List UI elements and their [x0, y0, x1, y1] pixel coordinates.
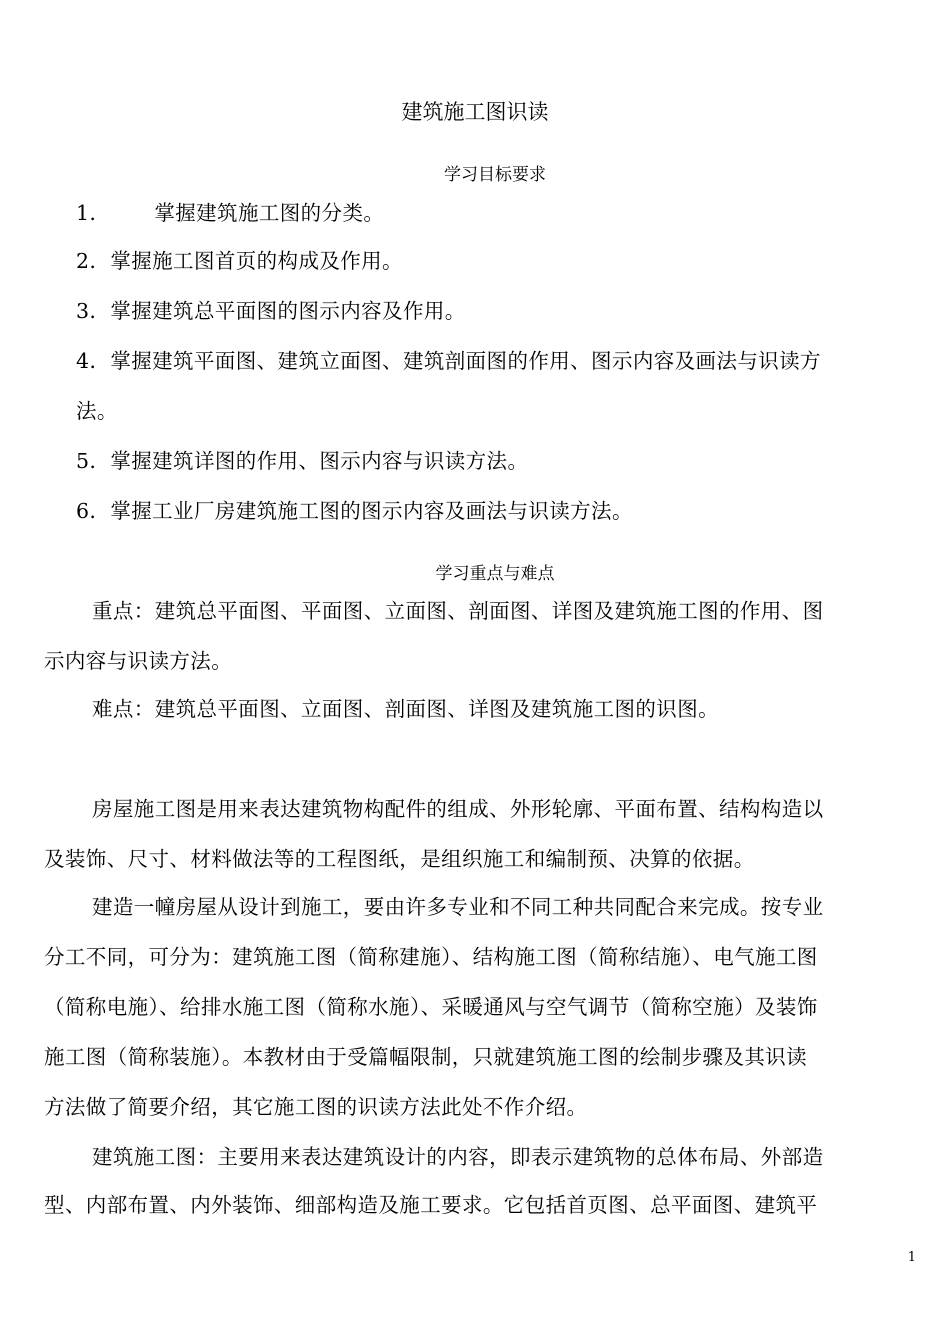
section-heading-objectives: 学习目标要求: [444, 165, 546, 185]
item-number: 4．: [76, 349, 111, 373]
body-paragraph-line: 施工图（简称装施）。本教材由于受篇幅限制，只就建筑施工图的绘制步骤及其识读: [44, 1045, 808, 1069]
item-text: 掌握建筑平面图、建筑立面图、建筑剖面图的作用、图示内容及画法与识读方: [110, 349, 821, 373]
key-point-line: 示内容与识读方法。: [44, 649, 233, 673]
item-number: 5．: [76, 449, 111, 473]
item-text: 掌握建筑施工图的分类。: [154, 201, 385, 225]
body-paragraph-line: 建筑施工图：主要用来表达建筑设计的内容，即表示建筑物的总体布局、外部造: [92, 1145, 824, 1169]
difficulty-line: 难点：建筑总平面图、立面图、剖面图、详图及建筑施工图的识图。: [92, 697, 719, 721]
key-point-line: 重点：建筑总平面图、平面图、立面图、剖面图、详图及建筑施工图的作用、图: [92, 599, 824, 623]
item-text: 法。: [76, 399, 118, 423]
body-paragraph-line: （简称电施）、给排水施工图（简称水施）、采暖通风与空气调节（简称空施）及装饰: [44, 995, 818, 1019]
objective-item-2: [76, 244, 950, 274]
item-text: 掌握建筑详图的作用、图示内容与识读方法。: [110, 449, 529, 473]
item-number: 1．: [76, 201, 111, 225]
objective-item-4-continued: [76, 394, 950, 424]
body-paragraph-line: 建造一幢房屋从设计到施工，要由许多专业和不同工种共同配合来完成。按专业: [92, 895, 824, 919]
objective-item-3: [76, 294, 950, 324]
item-number: 6．: [76, 499, 111, 523]
item-text: 掌握建筑总平面图的图示内容及作用。: [110, 299, 466, 323]
section-heading-key-points: 学习重点与难点: [435, 564, 555, 584]
document-title: 建筑施工图识读: [401, 100, 549, 124]
objective-item-4: [76, 344, 950, 374]
item-number: 3．: [76, 299, 111, 323]
objective-item-6: [76, 494, 950, 524]
item-number: 2．: [76, 249, 111, 273]
body-paragraph-line: 型、内部布置、内外装饰、细部构造及施工要求。它包括首页图、总平面图、建筑平: [44, 1193, 818, 1217]
body-paragraph-line: 方法做了简要介绍，其它施工图的识读方法此处不作介绍。: [44, 1095, 588, 1119]
objective-item-5: [76, 444, 950, 474]
body-paragraph-line: 分工不同，可分为：建筑施工图（简称建施）、结构施工图（简称结施）、电气施工图: [44, 945, 818, 969]
page-number: 1: [907, 1250, 916, 1265]
item-text: 掌握施工图首页的构成及作用。: [110, 249, 403, 273]
body-paragraph-line: 及装饰、尺寸、材料做法等的工程图纸，是组织施工和编制预、决算的依据。: [44, 847, 755, 871]
item-text: 掌握工业厂房建筑施工图的图示内容及画法与识读方法。: [110, 499, 633, 523]
body-paragraph-line: 房屋施工图是用来表达建筑物构配件的组成、外形轮廓、平面布置、结构构造以: [92, 797, 824, 821]
objective-item-1: [76, 196, 950, 226]
